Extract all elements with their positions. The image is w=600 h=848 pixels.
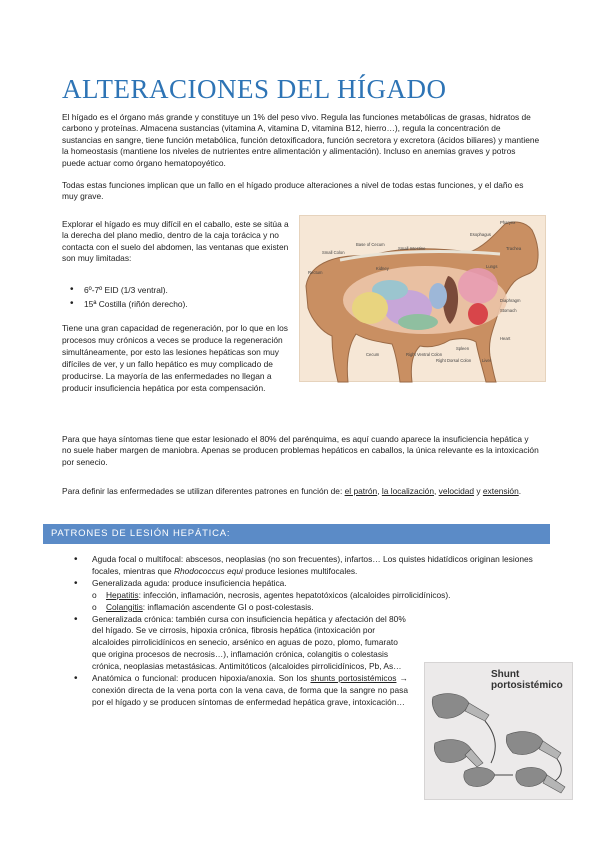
circle-bullet-icon: o bbox=[92, 589, 97, 600]
label-right-dorsal-colon: Right Dorsal Colon bbox=[436, 358, 472, 363]
intro-paragraph: El hígado es el órgano más grande y constituye un 1% del peso vivo. Regula las funciones metabólicas de grasas, hidratos de carbono y proteínas. Almacena sustancias (vitamina A, vitamina D, vitamina B12, hierro…), regula la concentración de sustancias en sangre, tiene función metabólica, función detoxificadora, función secretora y excretora (ácidos biliares) y mantiene la homeostasis (mantiene los niveles de nutrientes entre alimentación y alimentación). Incluso en anemias graves y potros puede actuar como órgano hematopoyético. bbox=[62, 112, 540, 168]
bullet-icon: • bbox=[74, 577, 78, 589]
label-cecum: Cecum bbox=[366, 352, 380, 357]
horse-anatomy-drawing bbox=[300, 216, 547, 383]
list-item: • Generalizada crónica: también cursa con insuficiencia hepática y afectación del 80% del hígado. Se ve cirrosis, hipoxia crónica, fibrosis hepática (intoxicación por alcaloides pirrolicidínicos en senecio, arsénico en aguas de pozo, plomo, fumarato que origina procesos de necrosis…), inflamación crónica, colangitis o colestasis crónica, neoplasias metastásicas. Antimitóticos (alcaloides pirrolicidínicos, Pb, As… bbox=[74, 613, 406, 672]
bullet-icon: • bbox=[74, 554, 78, 565]
label-liver: Liver bbox=[482, 358, 492, 363]
list-item: • Aguda focal o multifocal: abscesos, neoplasias (no son frecuentes), infartos… Los quistes hidatídicos originan lesiones focales, mientras que Rhodococcus equi produce lesiones multifocales. bbox=[74, 554, 533, 576]
shunts-term: shunts portosistémicos bbox=[310, 673, 397, 684]
shunt-diagram-title: Shunt portosistémico bbox=[491, 669, 563, 691]
label-right-ventral-colon: Right Ventral Colon bbox=[406, 352, 443, 357]
label-rectum: Rectum bbox=[308, 270, 323, 275]
section-heading: PATRONES DE LESIÓN HEPÁTICA: bbox=[43, 524, 550, 544]
label-kidney: Kidney bbox=[376, 266, 389, 271]
list-item: • Generalizada aguda: produce insuficiencia hepática. bbox=[74, 577, 287, 589]
sub-list-item: o Colangitis: inflamación ascendente GI o post-colestasis. bbox=[92, 601, 314, 612]
label-small-intestine: Small Intestine bbox=[398, 246, 426, 251]
label-heart: Heart bbox=[500, 336, 511, 341]
label-pharynx: Pharynx bbox=[500, 220, 516, 225]
define-suffix: . bbox=[518, 486, 522, 496]
page-title: ALTERACIONES DEL HÍGADO bbox=[62, 74, 447, 104]
explore-paragraph: Explorar el hígado es muy difícil en el caballo, este se sitúa a la derecha del plano medio, dentro de la caja torácica y no contacta con el suelo del abdomen, las ventanas que existen son muy limitadas: bbox=[62, 219, 289, 264]
term-location: la localización bbox=[381, 486, 434, 496]
list-item: • Anatómica o funcional: producen hipoxia/anoxia. Son los shunts portosistémicos → conexión directa de la vena porta con la vena cava, de forma que la sangre no pasa por el hígado y se producen síntomas de enfermedad hepática grave, intoxicación… bbox=[74, 673, 408, 707]
define-paragraph bbox=[62, 486, 540, 497]
shunt-diagram-image bbox=[424, 662, 573, 800]
define-sep: , bbox=[434, 486, 439, 496]
bullet-icon: • bbox=[74, 613, 78, 625]
circle-bullet-icon: o bbox=[92, 601, 97, 612]
define-sep: y bbox=[474, 486, 483, 496]
bullet-icon: • bbox=[74, 673, 78, 685]
term-extension: extensión bbox=[482, 486, 519, 496]
list-item: • 15ª Costilla (riñón derecho). bbox=[70, 297, 290, 311]
horse-anatomy-image bbox=[299, 215, 546, 382]
list-item: • 6º-7º EID (1/3 ventral). bbox=[70, 283, 290, 297]
term-pattern: el patrón bbox=[344, 486, 378, 496]
rhodococcus-term: Rhodococcus equi bbox=[173, 565, 243, 576]
label-diaphragm: Diaphragm bbox=[500, 298, 521, 303]
label-trachea: Trachea bbox=[506, 246, 522, 251]
label-lungs: Lungs bbox=[486, 264, 498, 269]
windows-list bbox=[70, 283, 290, 311]
regeneration-paragraph: Tiene una gran capacidad de regeneración, por lo que en los procesos muy crónicos a veces se produce la regeneración simultáneamente, por esto las lesiones hepáticas son muy difíciles de ver, y un fallo hepático es muy complicado de producirse. La mayoría de las enfermedades no llegan a producir insuficiencia hepática por esta compensación. bbox=[62, 323, 288, 393]
label-small-colon: Small Colon bbox=[322, 250, 345, 255]
symptoms-paragraph: Para que haya síntomas tiene que estar lesionado el 80% del parénquima, es aquí cuando aparece la insuficiencia hepática y no suele haber margen de maniobra. Apenas se producen problemas hepáticos en caballos, la única relevante es la intoxicación por senecio. bbox=[62, 434, 539, 467]
define-sep: , bbox=[377, 486, 382, 496]
label-spleen: Spleen bbox=[456, 346, 470, 351]
label-esophagus: Esophagus bbox=[470, 232, 491, 237]
cholangitis-term: Colangitis bbox=[106, 601, 143, 612]
label-base-of-cecum: Base of Cecum bbox=[356, 242, 385, 247]
failure-paragraph: Todas estas funciones implican que un fallo en el hígado produce alteraciones a nivel de todas estas funciones, y el daño es muy grave. bbox=[62, 180, 524, 202]
hepatitis-term: Hepatitis bbox=[106, 589, 139, 600]
define-prefix: Para definir las enfermedades se utilizan diferentes patrones en función de: bbox=[62, 486, 345, 496]
sub-list-item: o Hepatitis: infección, inflamación, necrosis, agentes hepatotóxicos (alcaloides pirrolicidínicos). bbox=[92, 589, 451, 600]
label-stomach: Stomach bbox=[500, 308, 517, 313]
term-speed: velocidad bbox=[438, 486, 475, 496]
